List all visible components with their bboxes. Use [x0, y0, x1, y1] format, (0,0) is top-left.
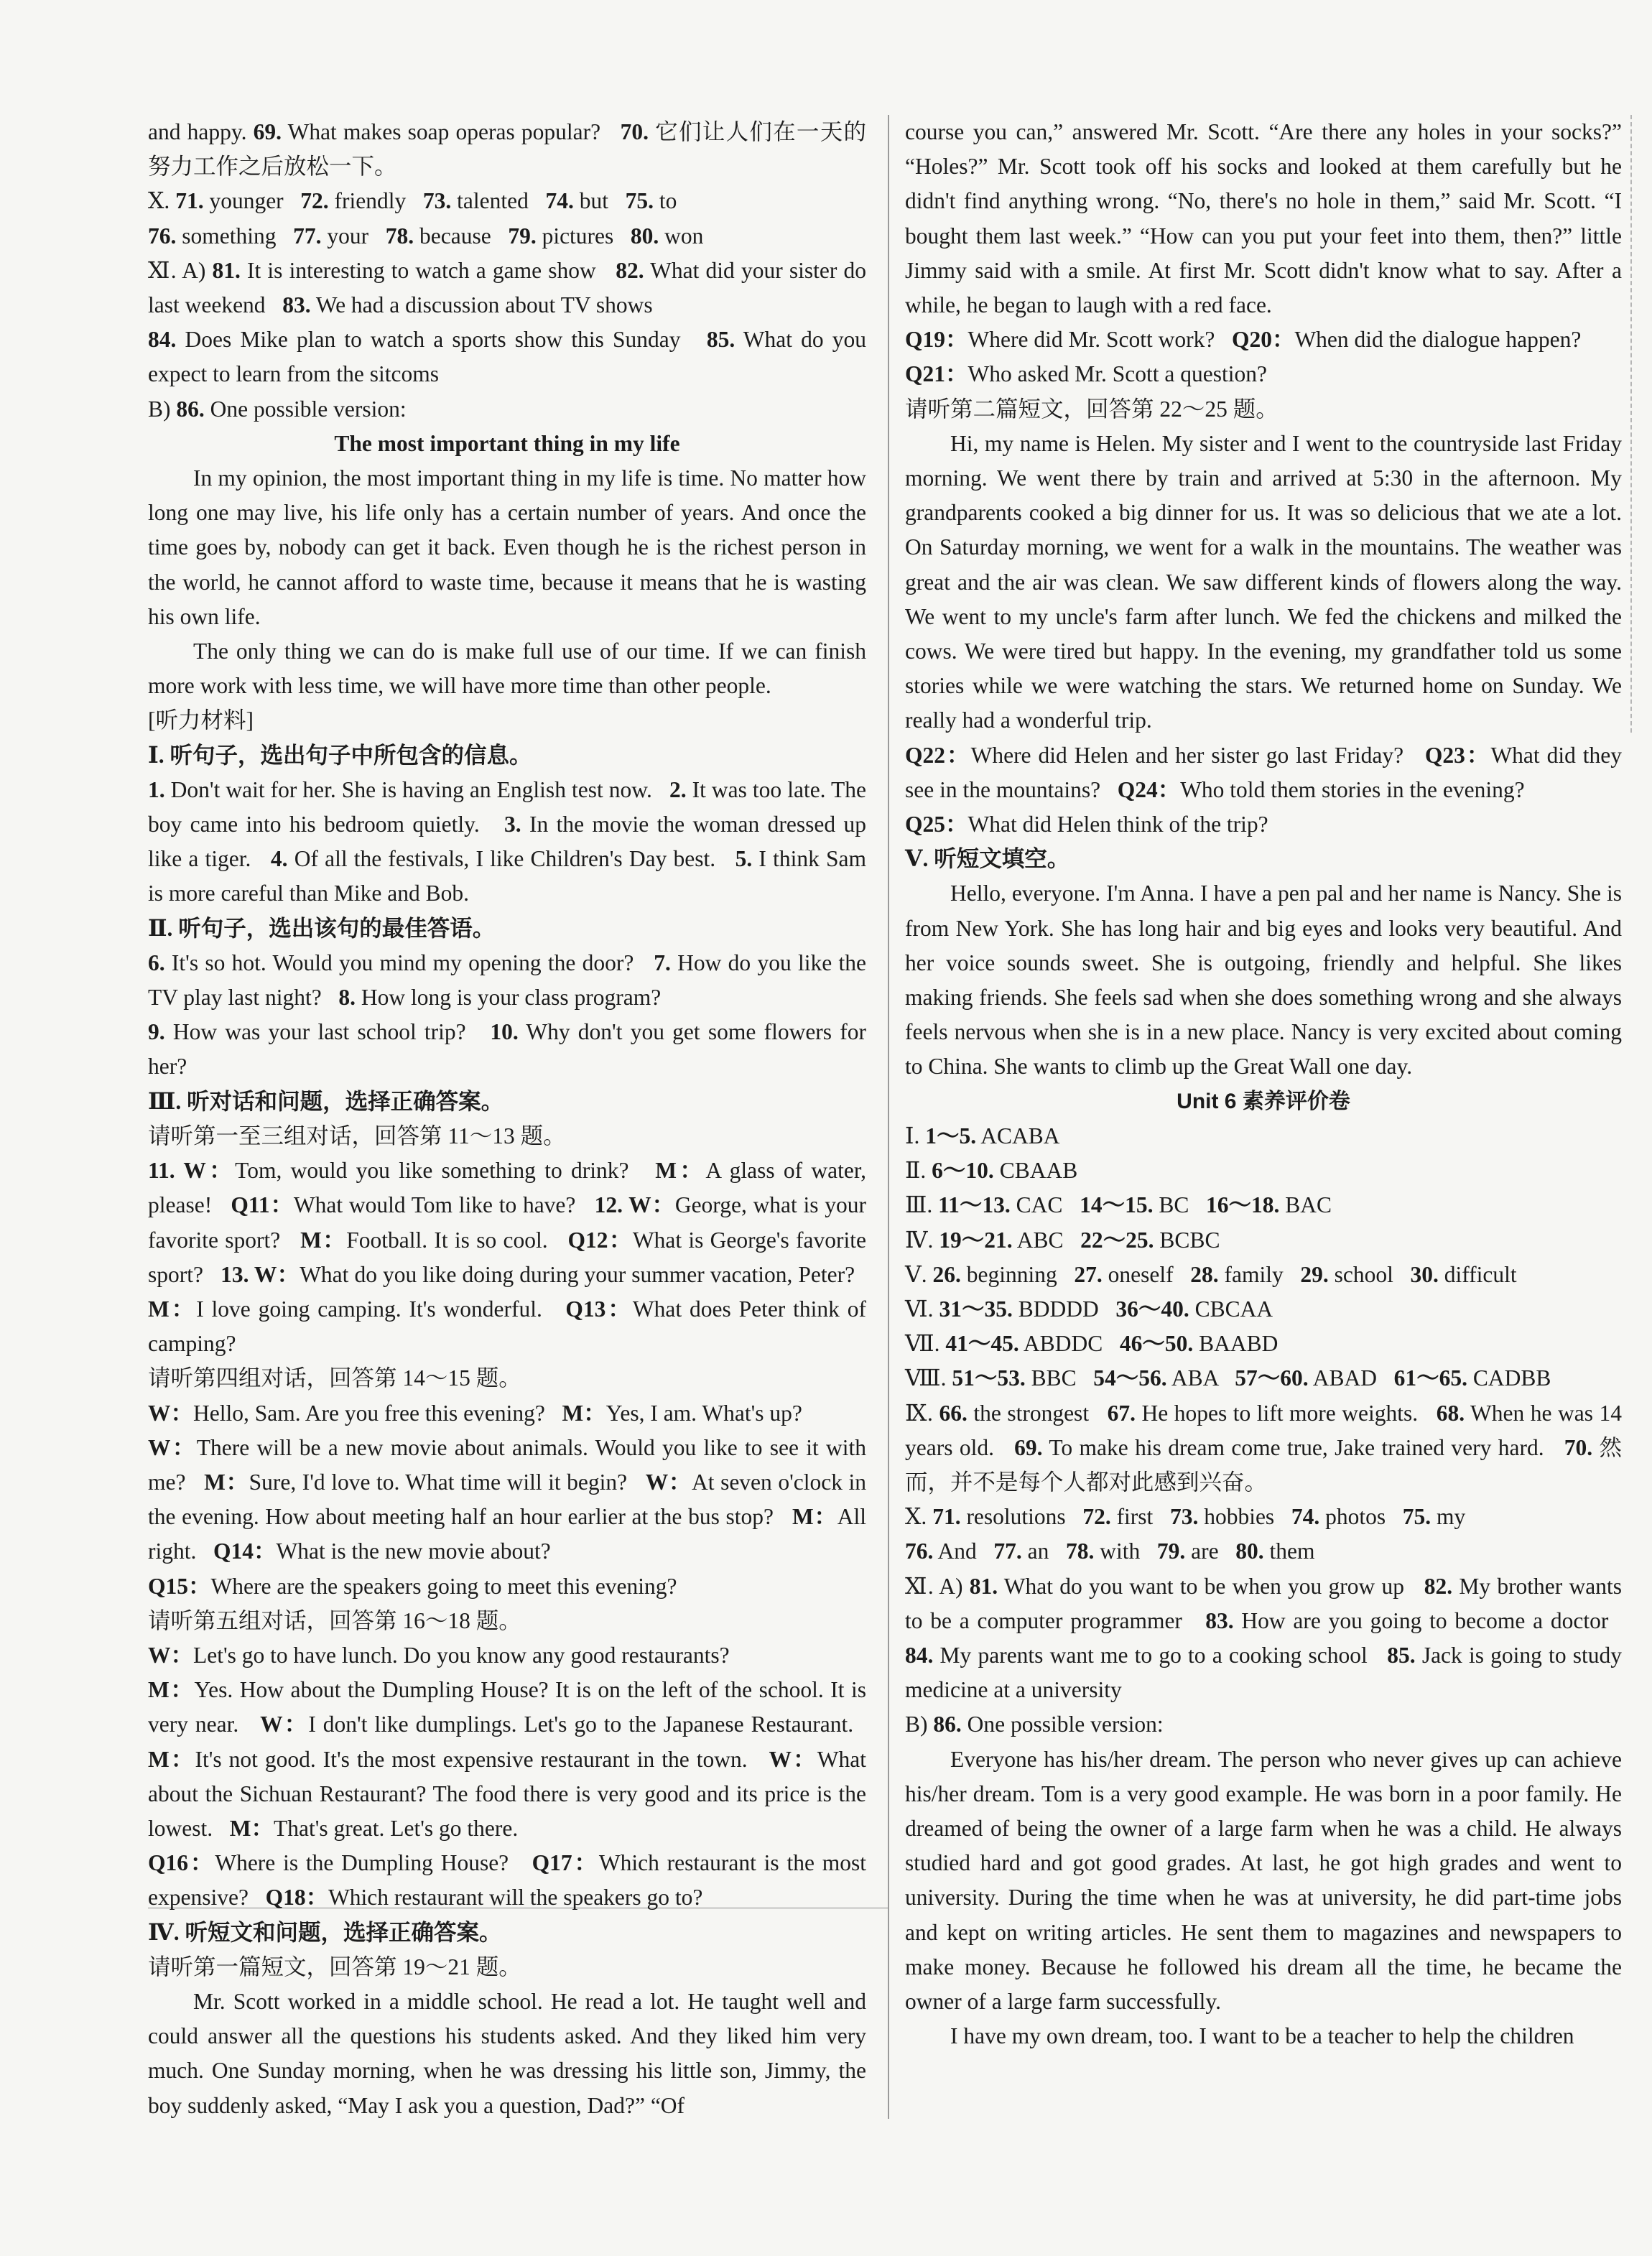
- section-heading: Ⅱ. 听句子，选出该句的最佳答语。: [148, 915, 496, 941]
- transcript-paragraph: Hi, my name is Helen. My sister and I went to the countryside last Friday morning. We went there by train and arrived at 5:30 in the afternoon. My grandparents cooked a big dinner for us. It was so delicious that we ate a lot. On Saturday morning, we went for a walk in the mountains. The weather was great and the air was clean. We saw different kinds of flowers along the way. We went to my uncle's farm after lunch. We fed the chickens and milked the cows. We were tired but happy. In the evening, my grandfather told us some stories while we were watching the stars. We returned home on Sunday. We really had a wonderful trip.: [905, 430, 1622, 733]
- transcript-paragraph: Mr. Scott worked in a middle school. He read a lot. He taught well and could answer all the questions his students asked. And they liked him very much. One Sunday morning, when he was dressing his little son, Jimmy, the boy suddenly asked, “May I ask you a question, Dad?” “Of: [148, 1988, 866, 2118]
- transcript-text: Q19：Where did Mr. Scott work? Q20：When did the dialogue happen?: [905, 327, 1582, 353]
- answer-line: B) 86. One possible version:: [148, 396, 407, 422]
- column-divider: [888, 115, 889, 2119]
- answer-line: Ⅺ. A) 81. What do you want to be when you grow up 82. My brother wants to be a computer programmer 83. How are you going to become a doctor 84. My parents want me to go to a cooking school 85. Jack is going to study medicine at a university: [905, 1573, 1623, 1703]
- transcript-text: Q16：Where is the Dumpling House? Q17：Which restaurant is the most expensive? Q18：Which restaurant will the speakers go to?: [148, 1850, 866, 1911]
- answer-line: Ⅲ. 11～13. CAC 14～15. BC 16～18. BAC: [905, 1192, 1332, 1218]
- transcript-text: 1. Don't wait for her. She is having an English test now. 2. It was too late. The boy came into his bedroom quietly. 3. In the movie the woman dressed up like a tiger. 4. Of all the festivals, I like Children's Day best. 5. I think Sam is more careful than Mike and Bob.: [148, 776, 867, 906]
- transcript-text: 6. It's so hot. Would you mind my opening the door? 7. How do you like the TV play last night? 8. How long is your class program?: [148, 950, 866, 1011]
- instruction-line: 请听第二篇短文，回答第 22～25 题。: [905, 396, 1279, 422]
- answer-line: Ⅸ. 66. the strongest 67. He hopes to lift more weights. 68. When he was 14 years old. 69. To make his dream come true, Jake trained very hard. 70. 然而，并不是每个人都对此感到兴奋。: [905, 1400, 1623, 1495]
- transcript-text: W：Let's go to have lunch. Do you know any good restaurants?: [148, 1642, 730, 1668]
- answer-line: Ⅶ. 41～45. ABDDC 46～50. BAABD: [905, 1331, 1279, 1357]
- answer-line: 76. And 77. an 78. with 79. are 80. them: [905, 1538, 1315, 1564]
- instruction-line: 请听第四组对话，回答第 14～15 题。: [148, 1365, 521, 1391]
- answer-line: Ⅱ. 6～10. CBAAB: [905, 1158, 1078, 1184]
- answer-line: 84. Does Mike plan to watch a sports show this Sunday 85. What do you expect to learn from the sitcoms: [148, 327, 866, 387]
- answer-line: Ⅹ. 71. younger 72. friendly 73. talented 74. but 75. to: [148, 188, 677, 214]
- transcript-text: Q25：What did Helen think of the trip?: [905, 812, 1268, 837]
- essay-title: The most important thing in my life: [334, 430, 680, 456]
- answer-line: and happy. 69. What makes soap operas popular? 70. 它们让人们在一天的努力工作之后放松一下。: [148, 119, 866, 180]
- answer-line: Ⅺ. A) 81. It is interesting to watch a game show 82. What did your sister do last weekend 83. We had a discussion about TV shows: [148, 257, 866, 318]
- instruction-line: 请听第一篇短文，回答第 19～21 题。: [148, 1954, 521, 1979]
- transcript-text: W：Hello, Sam. Are you free this evening? M：Yes, I am. What's up?: [148, 1400, 802, 1426]
- transcript-text: Q21：Who asked Mr. Scott a question?: [905, 361, 1267, 387]
- answer-line: Ⅴ. 26. beginning 27. oneself 28. family 29. school 30. difficult: [905, 1261, 1517, 1287]
- answer-line: B) 86. One possible version:: [905, 1712, 1164, 1737]
- answer-line: Ⅹ. 71. resolutions 72. first 73. hobbies 74. photos 75. my: [905, 1504, 1466, 1530]
- unit-title: Unit 6 素养评价卷: [1177, 1089, 1350, 1113]
- right-column: [905, 115, 1622, 2053]
- transcript-text: 11. W：Tom, would you like something to drink? M：A glass of water, please! Q11：What would Tom like to have? 12. W：George, what is your favorite sport? M：Football. It is so cool. Q12：What is George's favorite sport? 13. W：What do you like doing during your summer vacation, Peter? M：I love going camping. It's wonderful. Q13：What does Peter think of camping?: [148, 1158, 867, 1357]
- essay-paragraph: The only thing we can do is make full use of our time. If we can finish more work with less time, we will have more time than other people.: [148, 639, 866, 699]
- essay-paragraph: In my opinion, the most important thing in my life is time. No matter how long one may live, his life only has a certain number of years. And once the time goes by, nobody can get it back. Even though he is the richest person in the world, he cannot afford to waste time, because it means that he is wasting his own life.: [148, 465, 866, 629]
- transcript-paragraph: Hello, everyone. I'm Anna. I have a pen pal and her name is Nancy. She is from New York. She has long hair and big eyes and looks very beautiful. And her voice sounds sweet. She is outgoing, friendly and helpful. She likes making friends. She feels sad when she does something wrong and she always feels nervous when she is in a new place. Nancy is very excited about coming to China. She wants to climb up the Great Wall one day.: [905, 881, 1622, 1080]
- transcript-text: Q22：Where did Helen and her sister go last Friday? Q23：What did they see in the mountains? Q24：Who told them stories in the evening?: [905, 742, 1622, 802]
- section-heading: Ⅰ. 听句子，选出句子中所包含的信息。: [148, 742, 532, 768]
- essay-paragraph: I have my own dream, too. I want to be a teacher to help the children: [950, 2023, 1574, 2049]
- section-heading: Ⅴ. 听短文填空。: [905, 846, 1070, 872]
- transcript-paragraph: course you can,” answered Mr. Scott. “Are there any holes in your socks?” “Holes?” Mr. Scott took off his socks and looked at them carefully but he didn't find anything wrong. “No, there's no hole in them,” said Mr. Scott. “I bought them last week.” “How can you put your feet into them, then?” little Jimmy said with a smile. At first Mr. Scott didn't know what to say. After a while, he began to laugh with a red face.: [905, 119, 1622, 318]
- instruction-line: 请听第五组对话，回答第 16～18 题。: [148, 1607, 521, 1633]
- transcript-text: W：There will be a new movie about animals. Would you like to see it with me? M：Sure, I'd love to. What time will it begin? W：At seven o'clock in the evening. How about meeting half an hour earlier at the bus stop? M：All right. Q14：What is the new movie about?: [148, 1434, 866, 1564]
- answer-line: Ⅰ. 1～5. ACABA: [905, 1123, 1060, 1148]
- transcript-text: Q15：Where are the speakers going to meet this evening?: [148, 1573, 677, 1599]
- essay-paragraph: Everyone has his/her dream. The person who never gives up can achieve his/her dream. Tom is a very good example. He was born in a poor family. He dreamed of being the owner of a large farm when he was a child. He always studied hard and got good grades. At last, he got high grades and went to university. During the time when he was at university, he did part-time jobs and kept on writing articles. He sent them to magazines and newspapers to make money. Because he followed his dream all the time, he became the owner of a large farm successfully.: [905, 1746, 1622, 2014]
- section-heading: Ⅳ. 听短文和问题，选择正确答案。: [148, 1919, 502, 1945]
- answer-line: Ⅷ. 51～53. BBC 54～56. ABA 57～60. ABAD 61～65. CADBB: [905, 1365, 1551, 1391]
- answer-line: Ⅵ. 31～35. BDDDD 36～40. CBCAA: [905, 1296, 1273, 1322]
- section-heading: Ⅲ. 听对话和问题，选择正确答案。: [148, 1088, 504, 1114]
- transcript-text: 9. How was your last school trip? 10. Why don't you get some flowers for her?: [148, 1019, 867, 1080]
- margin-dashed-line: [1630, 115, 1632, 733]
- left-column: [148, 115, 866, 2123]
- transcript-text: M：Yes. How about the Dumpling House? It is on the left of the school. It is very near. W：I don't like dumplings. Let's go to the Japanese Restaurant. M：It's not good. It's the most expensive restaurant in the town. W：What about the Sichuan Restaurant? The food there is very good and its price is the lowest. M：That's great. Let's go there.: [148, 1677, 866, 1841]
- instruction-line: 请听第一至三组对话，回答第 11～13 题。: [148, 1123, 566, 1148]
- section-label: [听力材料]: [148, 707, 254, 733]
- answer-line: 76. something 77. your 78. because 79. pictures 80. won: [148, 223, 704, 249]
- answer-line: Ⅳ. 19～21. ABC 22～25. BCBC: [905, 1227, 1220, 1253]
